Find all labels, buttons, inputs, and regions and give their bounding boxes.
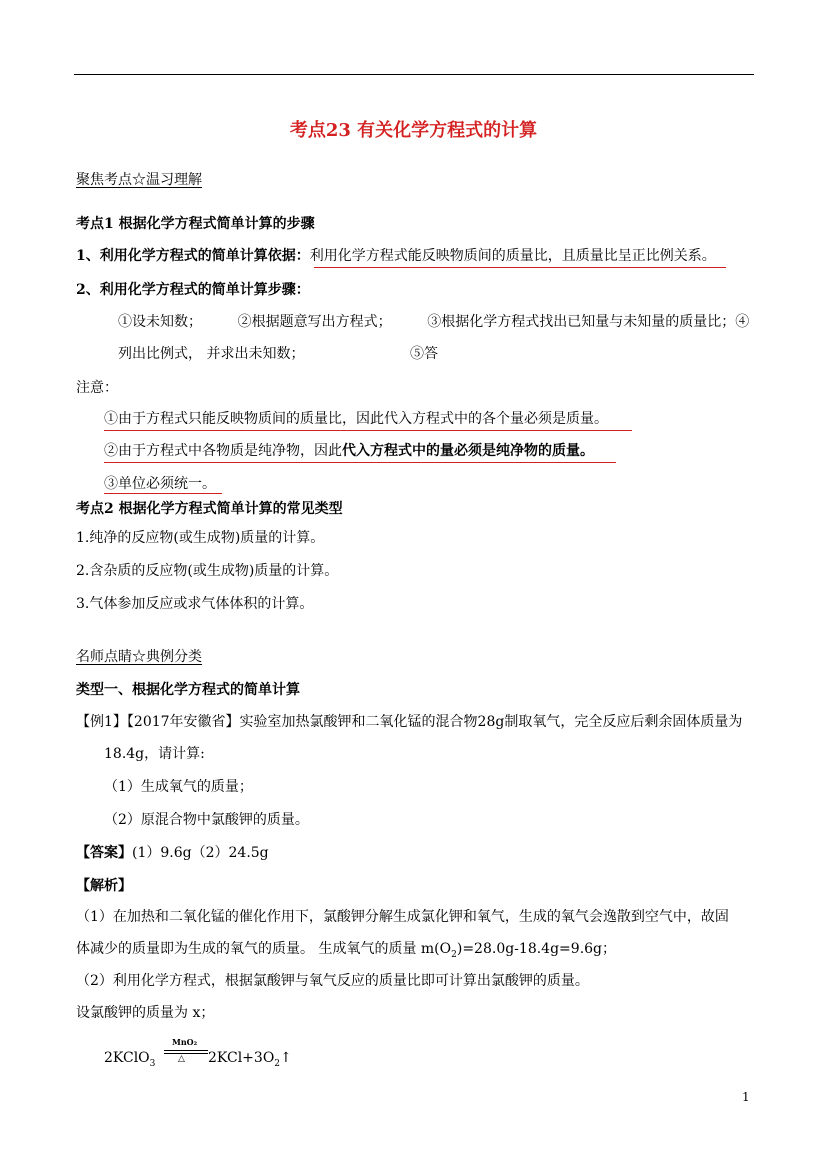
kp1-heading: 考点1 根据化学方程式简单计算的步骤 (76, 216, 315, 232)
answer-line (76, 843, 269, 863)
equation-left (104, 1048, 155, 1074)
page-number: 1 (742, 1090, 750, 1104)
analysis-p1a: （1）在加热和二氧化锰的催化作用下，氯酸钾分解生成氯化钾和氧气，生成的氧气会逸散到空气中，故固 (76, 909, 729, 925)
note-3-underline (104, 493, 222, 494)
kp1-line1-underline (314, 267, 726, 268)
analysis-p1b-end: )=28.0g-18.4g=9.6g； (456, 941, 617, 957)
section-heading-2: 名师点睛☆典例分类 (76, 649, 202, 665)
kp1-steps-line2a: 列出比例式， 并求出未知数； (118, 346, 305, 362)
kp2-item-2: 2.含杂质的反应物(或生成物)质量的计算。 (76, 563, 339, 579)
example-line1 (76, 712, 742, 732)
kp1-line1-text: 利用化学方程式能反映物质间的质量比，且质量比呈正比例关系 (309, 248, 702, 264)
equation-catalyst: MnO₂ (172, 1037, 198, 1047)
analysis-label: 【解析】 (76, 878, 132, 894)
equation-right (208, 1048, 292, 1074)
equation-heat-symbol: △ (178, 1054, 185, 1064)
gas-arrow-icon: ↑ (280, 1050, 292, 1066)
equation-right-sub: 2 (274, 1058, 281, 1069)
kp2-item-1: 1.纯净的反应物(或生成物)质量的计算。 (76, 530, 325, 546)
kp1-steps-line1: ①设未知数； ②根据题意写出方程式； ③根据化学方程式找出已知量与未知量的质量比；④ (118, 314, 750, 330)
note-label: 注意： (76, 380, 118, 396)
note-2-plain: ②由于方程式中各物质是纯净物，因此 (104, 443, 342, 459)
example-question-1: （1）生成氧气的质量； (104, 779, 253, 795)
kp1-line1-label: 1、利用化学方程式的简单计算依据： (76, 248, 310, 264)
equation-right-formula: 2KCl+3O (208, 1050, 275, 1066)
equation-left-sub: 3 (149, 1058, 156, 1069)
page-title: 考点23 有关化学方程式的计算 (289, 120, 538, 141)
section-heading-1: 聚焦考点☆温习理解 (76, 172, 202, 188)
answer-label: 【答案】 (76, 845, 132, 861)
note-1: ①由于方程式只能反映物质间的质量比，因此代入方程式中的各个量必须是质量。 (104, 411, 608, 427)
note-1-underline (104, 430, 632, 431)
kp1-line1-end: 。 (701, 248, 716, 264)
analysis-p1b-text: 体减少的质量即为生成的氧气的质量。 生成氧气的质量 m(O (76, 941, 452, 957)
type1-heading: 类型一、根据化学方程式的简单计算 (76, 682, 300, 698)
kp2-item-3: 3.气体参加反应或求气体体积的计算。 (76, 596, 314, 612)
example-text1: 实验室加热氯酸钾和二氧化锰的混合物28g制取氧气，完全反应后剩余固体质量为 (239, 714, 743, 730)
kp1-line1 (76, 246, 716, 266)
analysis-p1b (76, 939, 616, 965)
header-rule (74, 74, 754, 75)
analysis-p2: （2）利用化学方程式，根据氯酸钾与氧气反应的质量比即可计算出氯酸钾的质量。 (76, 973, 589, 989)
equation-bar-bottom (164, 1053, 208, 1054)
note-2-underline (104, 462, 616, 463)
note-2 (104, 441, 594, 461)
example-line2: 18.4g，请计算: (104, 746, 205, 762)
example-label: 【例1】【2017年安徽省】 (76, 714, 240, 730)
equation-left-formula: 2KClO (104, 1050, 150, 1066)
note-3: ③单位必须统一。 (104, 476, 216, 492)
answer-text: (1）9.6g（2）24.5g (132, 845, 269, 861)
example-question-2: （2）原混合物中氯酸钾的质量。 (104, 812, 309, 828)
analysis-p3: 设氯酸钾的质量为 x； (76, 1005, 215, 1021)
note-2-bold: 代入方程式中的量必须是纯净物的质量。 (342, 443, 594, 459)
kp2-heading: 考点2 根据化学方程式简单计算的常见类型 (76, 501, 343, 517)
equation-bar-top (164, 1050, 208, 1051)
kp1-line2: 2、利用化学方程式的简单计算步骤： (76, 282, 310, 298)
analysis-p1b-sub: 2 (451, 949, 457, 960)
kp1-steps-line2b: ⑤答 (410, 346, 438, 362)
